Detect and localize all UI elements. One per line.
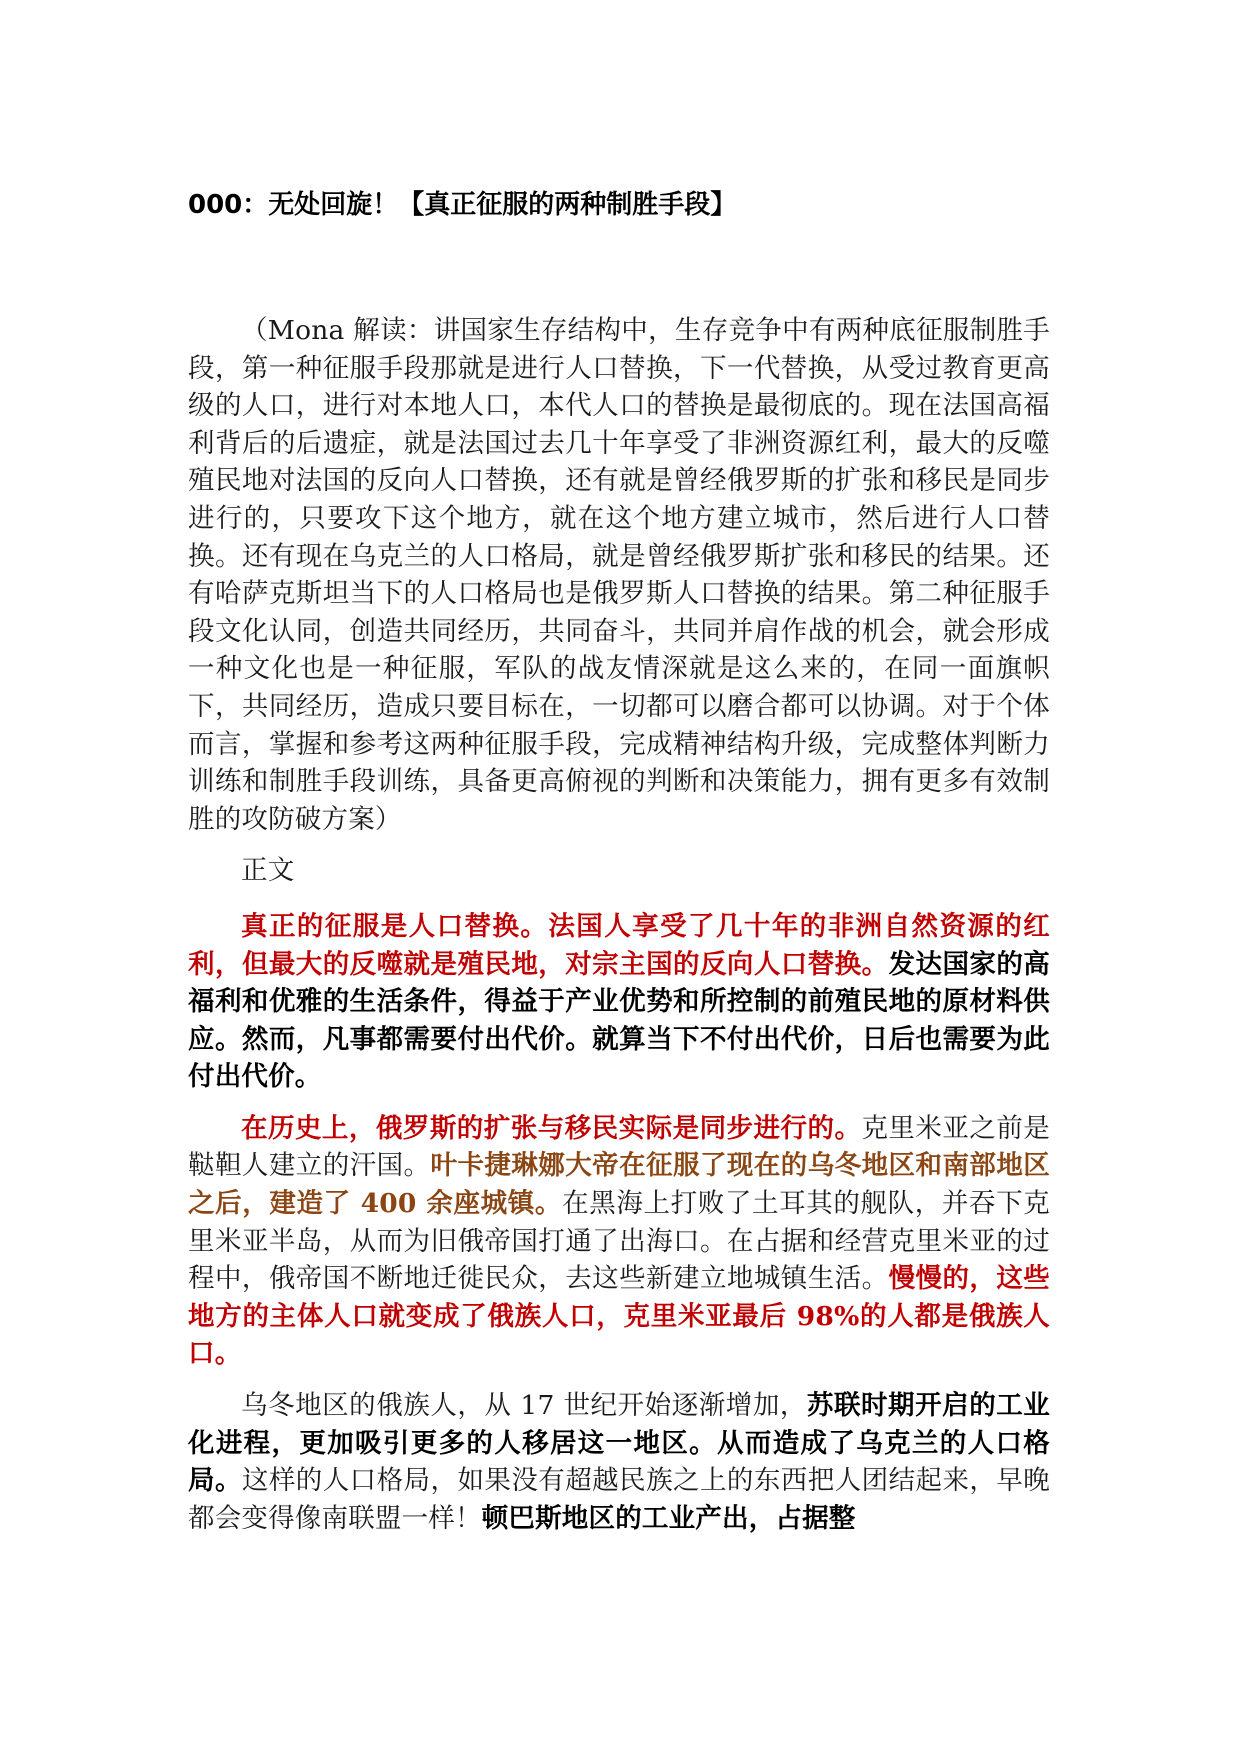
highlight-red: 真正的征服是人口替换。法国人享受了几十年的非洲自然资源的红利，但最大的反噬就是殖民地，对宗主国的反向人口替换。	[188, 910, 1050, 980]
document-body	[188, 312, 1050, 1551]
highlight-brown: 叶卡捷琳娜大帝在征服了现在的乌冬地区和南部地区之后，建造了 400 余座城镇。	[188, 1150, 1050, 1220]
highlight-red: 在历史上，俄罗斯的扩张与移民实际是同步进行的。	[241, 1112, 862, 1144]
text-run: 克里米亚之前是鞑靼人建立的汗国。	[188, 1112, 1050, 1182]
text-run: 乌冬地区的俄族人，从 17 世纪开始逐渐增加，	[241, 1390, 807, 1422]
paragraph-2	[188, 1110, 1050, 1373]
highlight-red: 慢慢的，这些地方的主体人口就变成了俄族人口，克里米亚最后 98%的人都是俄族人口。	[188, 1263, 1051, 1370]
text-run: 在黑海上打败了土耳其的舰队，并吞下克里米亚半岛，从而为旧俄帝国打通了出海口。在占据和经营克里米亚的过程中，俄帝国不断地迁徙民众，去这些新建立地城镇生活。	[188, 1188, 1051, 1295]
highlight-bold: 顿巴斯地区的工业产出，占据整	[481, 1502, 856, 1534]
section-label: 正文	[241, 855, 295, 887]
paragraph-3	[188, 1387, 1050, 1537]
text-run: 这样的人口格局，如果没有超越民族之上的东西把人团结起来，早晚都会变得像南联盟一样！	[188, 1465, 1050, 1534]
highlight-bold: 苏联时期开启的工业化进程，更加吸引更多的人移居这一地区。从而造成了乌克兰的人口格局。	[188, 1390, 1050, 1497]
highlight-bold: 发达国家的高福利和优雅的生活条件，得益于产业优势和所控制的前殖民地的原材料供应。然而，凡事都需要付出代价。就算当下不付出代价，日后也需要为此付出代价。	[188, 948, 1051, 1093]
intro-paragraph: （Mona 解读：讲国家生存结构中，生存竞争中有两种底征服制胜手段，第一种征服手段那就是进行人口替换，下一代替换，从受过教育更高级的人口，进行对本地人口，本代人口的替换是最彻底的。现在法国高福利背后的后遗症，就是法国过去几十年享受了非洲资源红利，最大的反噬殖民地对法国的反向人口替换，还有就是曾经俄罗斯的扩张和移民是同步进行的，只要攻下这个地方，就在这个地方建立城市，然后进行人口替换。还有现在乌克兰的人口格局，就是曾经俄罗斯扩张和移民的结果。还有哈萨克斯坦当下的人口格局也是俄罗斯人口替换的结果。第二种征服手段文化认同，创造共同经历，共同奋斗，共同并肩作战的机会，就会形成一种文化也是一种征服，军队的战友情深就是这么来的，在同一面旗帜下，共同经历，造成只要目标在，一切都可以磨合都可以协调。对于个体而言，掌握和参考这两种征服手段，完成精神结构升级，完成整体判断力训练和制胜手段训练，具备更高俯视的判断和决策能力，拥有更多有效制胜的攻防破方案）	[188, 315, 1050, 835]
paragraph-1	[188, 908, 1050, 1096]
document-title: 000：无处回旋！【真正征服的两种制胜手段】	[188, 190, 737, 220]
